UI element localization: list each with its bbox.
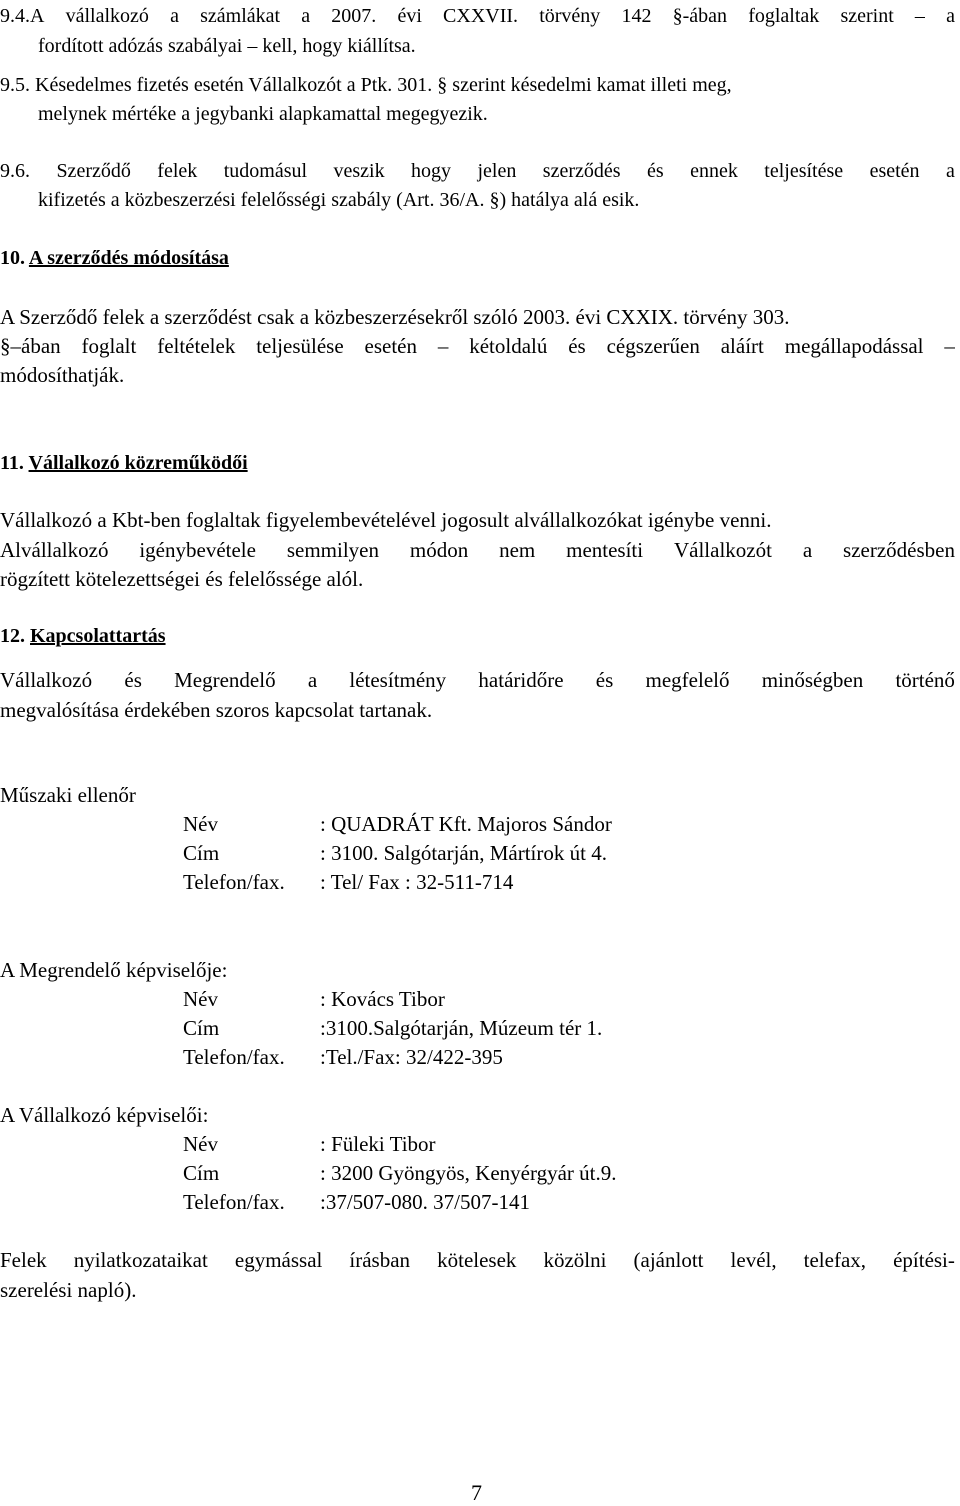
contact-contractor-address-value: : 3200 Gyöngyös, Kenyérgyár út.9. (320, 1161, 617, 1185)
section-10-line-3: módosíthatják. (0, 363, 125, 387)
word: – (914, 5, 925, 27)
section-12-title: Kapcsolattartás (30, 625, 166, 647)
contact-contractor-name-value: : Füleki Tibor (320, 1132, 436, 1156)
word: közölni (543, 1248, 607, 1272)
section-10-title: A szerződés módosítása (28, 247, 229, 269)
word: írásban (349, 1248, 411, 1272)
para-9-5-line-2: melynek mértéke a jegybanki alapkamattal megegyezik. (38, 103, 488, 125)
word: teljesülése (256, 334, 344, 358)
word: nyilatkozataikat (73, 1248, 208, 1272)
word: megfelelő (645, 668, 730, 692)
contact-client-phone-value: :Tel./Fax: 32/422-395 (320, 1045, 503, 1069)
contact-technical-address-value: : 3100. Salgótarján, Mártírok út 4. (320, 841, 607, 865)
word: létesítmény (349, 668, 447, 692)
section-10-heading (0, 245, 229, 271)
word: a (802, 538, 813, 562)
word: Vállalkozó (0, 668, 93, 692)
word: és (568, 334, 586, 358)
word: (ajánlott (633, 1248, 704, 1272)
word: Alvállalkozó (0, 538, 109, 562)
word: egymással (234, 1248, 323, 1272)
contact-client-address-label: Cím (183, 1016, 220, 1040)
para-9-5-line-1: 9.5. Késedelmes fizetés esetén Vállalkozót a Ptk. 301. § szerint késedelmi kamat illeti meg, (0, 74, 732, 96)
contact-contractor-heading: A Vállalkozó képviselői: (0, 1103, 209, 1127)
word: építési- (893, 1248, 955, 1272)
contact-contractor-phone-value: :37/507-080. 37/507-141 (320, 1190, 530, 1214)
contact-technical-phone-label: Telefon/fax. (183, 870, 285, 894)
word: 9.4.A (0, 5, 45, 27)
word: Felek (0, 1248, 47, 1272)
word: hogy (411, 160, 452, 182)
word: módon (409, 538, 469, 562)
word: Megrendelő (174, 668, 276, 692)
contact-technical-address-label: Cím (183, 841, 220, 865)
contact-contractor-name-label: Név (183, 1132, 218, 1156)
section-10-line-1: A Szerződő felek a szerződést csak a közbeszerzésekről szóló 2003. évi CXXIX. törvény 303. (0, 305, 790, 329)
closing-line-2: szerelési napló). (0, 1278, 137, 1302)
section-12-heading (0, 623, 166, 649)
word: és (124, 668, 142, 692)
word: kétoldalú (469, 334, 548, 358)
section-11-line-1: Vállalkozó a Kbt-ben foglaltak figyelembevételével jogosult alvállalkozókat igénybe venni. (0, 508, 772, 532)
word: mentesíti (566, 538, 644, 562)
word: esetén (364, 334, 417, 358)
word: telefax, (803, 1248, 867, 1272)
contact-technical-heading: Műszaki ellenőr (0, 783, 136, 807)
contact-client-phone-label: Telefon/fax. (183, 1045, 285, 1069)
contact-technical-name-value: : QUADRÁT Kft. Majoros Sándor (320, 812, 612, 836)
word: szerződés (542, 160, 621, 182)
word: kötelesek (437, 1248, 517, 1272)
section-12-number: 12. (0, 625, 25, 647)
contact-client-heading: A Megrendelő képviselője: (0, 958, 228, 982)
word: a (170, 5, 179, 27)
word: történő (895, 668, 955, 692)
word: – (944, 334, 955, 358)
word: CXXVII. (443, 5, 519, 27)
contact-contractor-phone-label: Telefon/fax. (183, 1190, 285, 1214)
contact-client-address-value: :3100.Salgótarján, Múzeum tér 1. (320, 1016, 603, 1040)
section-11-line-3: rögzített kötelezettségei és felelőssége alól. (0, 567, 364, 591)
word: 142 (621, 5, 652, 27)
word: esetén (869, 160, 920, 182)
section-11-line-2 (0, 537, 955, 563)
para-9-4-line-1 (0, 3, 955, 29)
word: a (945, 160, 955, 182)
contact-technical-phone-value: : Tel/ Fax : 32-511-714 (320, 870, 514, 894)
word: szerződésben (843, 538, 955, 562)
word: felek (157, 160, 198, 182)
word: §–ában (0, 334, 61, 358)
closing-line-1 (0, 1247, 955, 1273)
para-9-6-line-2: kifizetés a közbeszerzési felelősségi szabály (Art. 36/A. §) hatálya alá esik. (38, 189, 640, 211)
word: évi (397, 5, 422, 27)
word: 2007. (331, 5, 377, 27)
word: és (595, 668, 614, 692)
word: minőségben (761, 668, 864, 692)
word: vállalkozó (65, 5, 149, 27)
word: §-ában (672, 5, 728, 27)
contact-client-name-label: Név (183, 987, 218, 1011)
word: jelen (477, 160, 517, 182)
word: számlákat (200, 5, 281, 27)
word: teljesítése (764, 160, 844, 182)
word: határidőre (478, 668, 564, 692)
section-10-number: 10. (0, 247, 25, 269)
section-11-title: Vállalkozó közreműködői (28, 452, 248, 474)
word: ennek (690, 160, 738, 182)
word: Vállalkozót (673, 538, 772, 562)
page-number: 7 (471, 1480, 482, 1505)
contact-contractor-address-label: Cím (183, 1161, 220, 1185)
section-12-line-1 (0, 667, 955, 693)
word: igénybevétele (139, 538, 256, 562)
word: feltételek (157, 334, 236, 358)
word: Szerződő (56, 160, 131, 182)
word: semmilyen (286, 538, 379, 562)
word: törvény (539, 5, 601, 27)
contact-client-name-value: : Kovács Tibor (320, 987, 445, 1011)
para-9-4-line-2: fordított adózás szabályai – kell, hogy kiállítsa. (38, 35, 416, 57)
section-11-heading (0, 450, 248, 476)
word: 9.6. (0, 160, 30, 182)
word: veszik (333, 160, 385, 182)
word: foglalt (81, 334, 137, 358)
word: nem (499, 538, 536, 562)
word: cégszerűen (606, 334, 700, 358)
section-11-number: 11. (0, 452, 24, 474)
contact-technical-name-label: Név (183, 812, 218, 836)
word: a (301, 5, 311, 27)
section-12-line-2: megvalósítása érdekében szoros kapcsolat tartanak. (0, 698, 433, 722)
word: és (646, 160, 664, 182)
word: foglaltak (748, 5, 820, 27)
word: tudomásul (223, 160, 308, 182)
word: levél, (730, 1248, 777, 1272)
section-10-line-2 (0, 333, 955, 359)
word: szerint (840, 5, 894, 27)
word: a (946, 5, 955, 27)
word: megállapodással (784, 334, 924, 358)
word: aláírt (720, 334, 764, 358)
para-9-6-line-1 (0, 158, 955, 184)
word: – (437, 334, 449, 358)
word: a (307, 668, 318, 692)
